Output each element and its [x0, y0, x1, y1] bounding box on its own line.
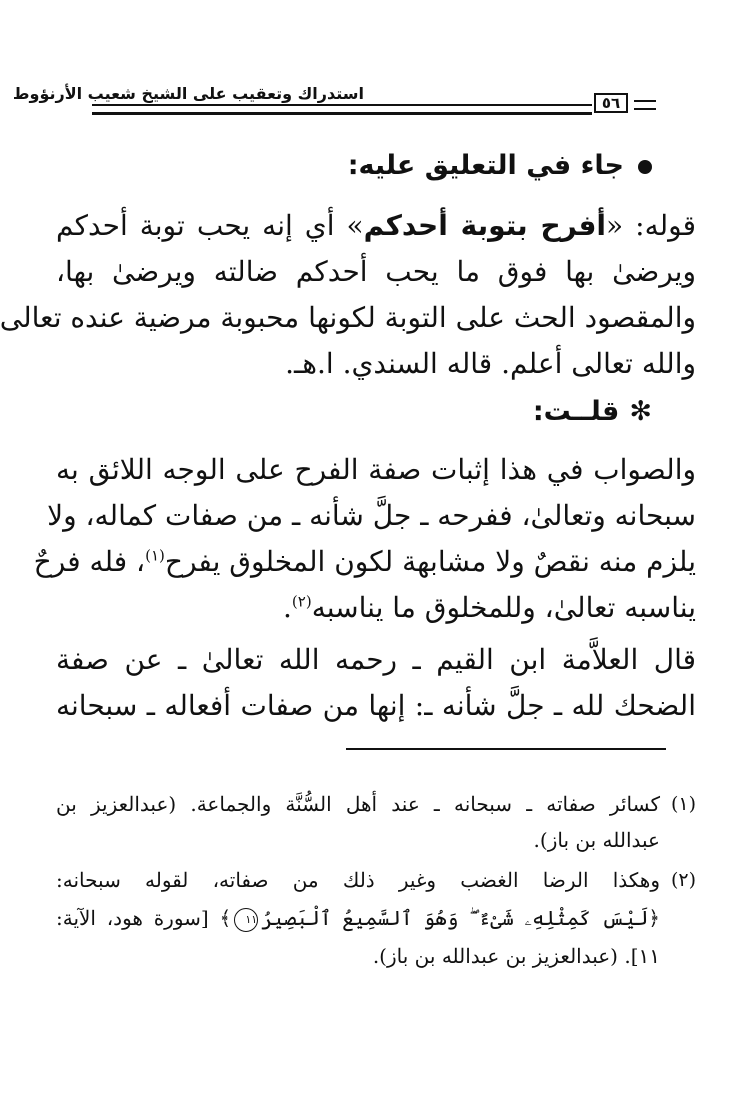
footnote-2-line1: وهكذا الرضا الغضب وغير ذلك من صفاته، لقوله سبحانه:: [56, 868, 660, 892]
header-rule-top: [92, 104, 592, 106]
para1-line2: ويرضىٰ بها فوق ما يحب أحدكم ضالته ويرضىٰ بها،: [56, 255, 696, 288]
page-number-dash-bottom: [634, 108, 656, 110]
bullet-icon: [638, 160, 652, 174]
para1-line4: والله تعالى أعلم. قاله السندي. ا.هـ.: [285, 347, 696, 380]
header-rule-bottom: [92, 112, 592, 115]
para2-line3: يلزم منه نقصٌ ولا مشابهة لكون المخلوق يفرح$^{(١)}$، فله فرحٌ: [33, 545, 696, 578]
para2-line2: سبحانه وتعالىٰ، ففرحه ـ جلَّ شأنه ـ من صفات كماله، ولا: [47, 499, 696, 532]
verse-number-marker: ١١: [234, 908, 258, 932]
footnote-ref-1[interactable]: (١): [145, 546, 165, 565]
para1-line1: قوله: «أفرح بتوبة أحدكم» أي إنه يحب توبة أحدكم: [56, 209, 696, 242]
footnote-ref-2[interactable]: (٢): [291, 592, 312, 611]
page-number: ٥٦: [594, 93, 628, 113]
para2-line4: يناسبه تعالىٰ، وللمخلوق ما يناسبه$^{(٢)}$.: [283, 591, 696, 624]
footnote-1-number: (١): [670, 793, 696, 815]
footnote-1-line2: عبدالله بن باز).: [533, 828, 660, 852]
footnote-2-number: (٢): [670, 869, 696, 891]
page-number-dash-top: [634, 100, 656, 102]
footnote-2-line2: [56, 900, 660, 936]
para3-line1: قال العلاَّمة ابن القيم ـ رحمه الله تعالىٰ ـ عن صفة: [56, 643, 696, 676]
section-heading-commentary: جاء في التعليق عليه:: [92, 146, 652, 186]
running-header-title: استدراك وتعقيب على الشيخ شعيب الأرنؤوط: [12, 84, 364, 103]
surah-reference: [سورة هود، الآية:: [56, 906, 209, 930]
para3-line2: الضحك لله ـ جلَّ شأنه ـ: إنها من صفات أفعاله ـ سبحانه: [56, 689, 696, 722]
footnote-2-line3: ١١]. (عبدالعزيز بن عبدالله بن باز).: [372, 944, 660, 968]
quran-verse: لَيْسَ كَمِثْلِهِۦ شَىْءٌ ۖ وَهُوَ ٱلسَّمِيعُ ٱلْبَصِيرُ: [261, 906, 649, 930]
hadith-quote: أفرح بتوبة أحدكم: [363, 209, 607, 242]
ornate-bracket-close: ﴾: [219, 906, 232, 930]
ornate-bracket-open: ﴿: [648, 906, 661, 930]
asterisk-icon: ✻: [629, 396, 652, 427]
section-heading-qultu: ✻قلــت:: [532, 396, 652, 427]
para2-line1: والصواب في هذا إثبات صفة الفرح على الوجه اللائق به: [56, 453, 696, 486]
para1-line3: والمقصود الحث على التوبة لكونها محبوبة مرضية عنده تعالى: [0, 301, 696, 334]
footnote-1-line1: كسائر صفاته ـ سبحانه ـ عند أهل السُّنَّة والجماعة. (عبدالعزيز بن: [56, 792, 660, 816]
footnote-separator: [346, 748, 666, 750]
